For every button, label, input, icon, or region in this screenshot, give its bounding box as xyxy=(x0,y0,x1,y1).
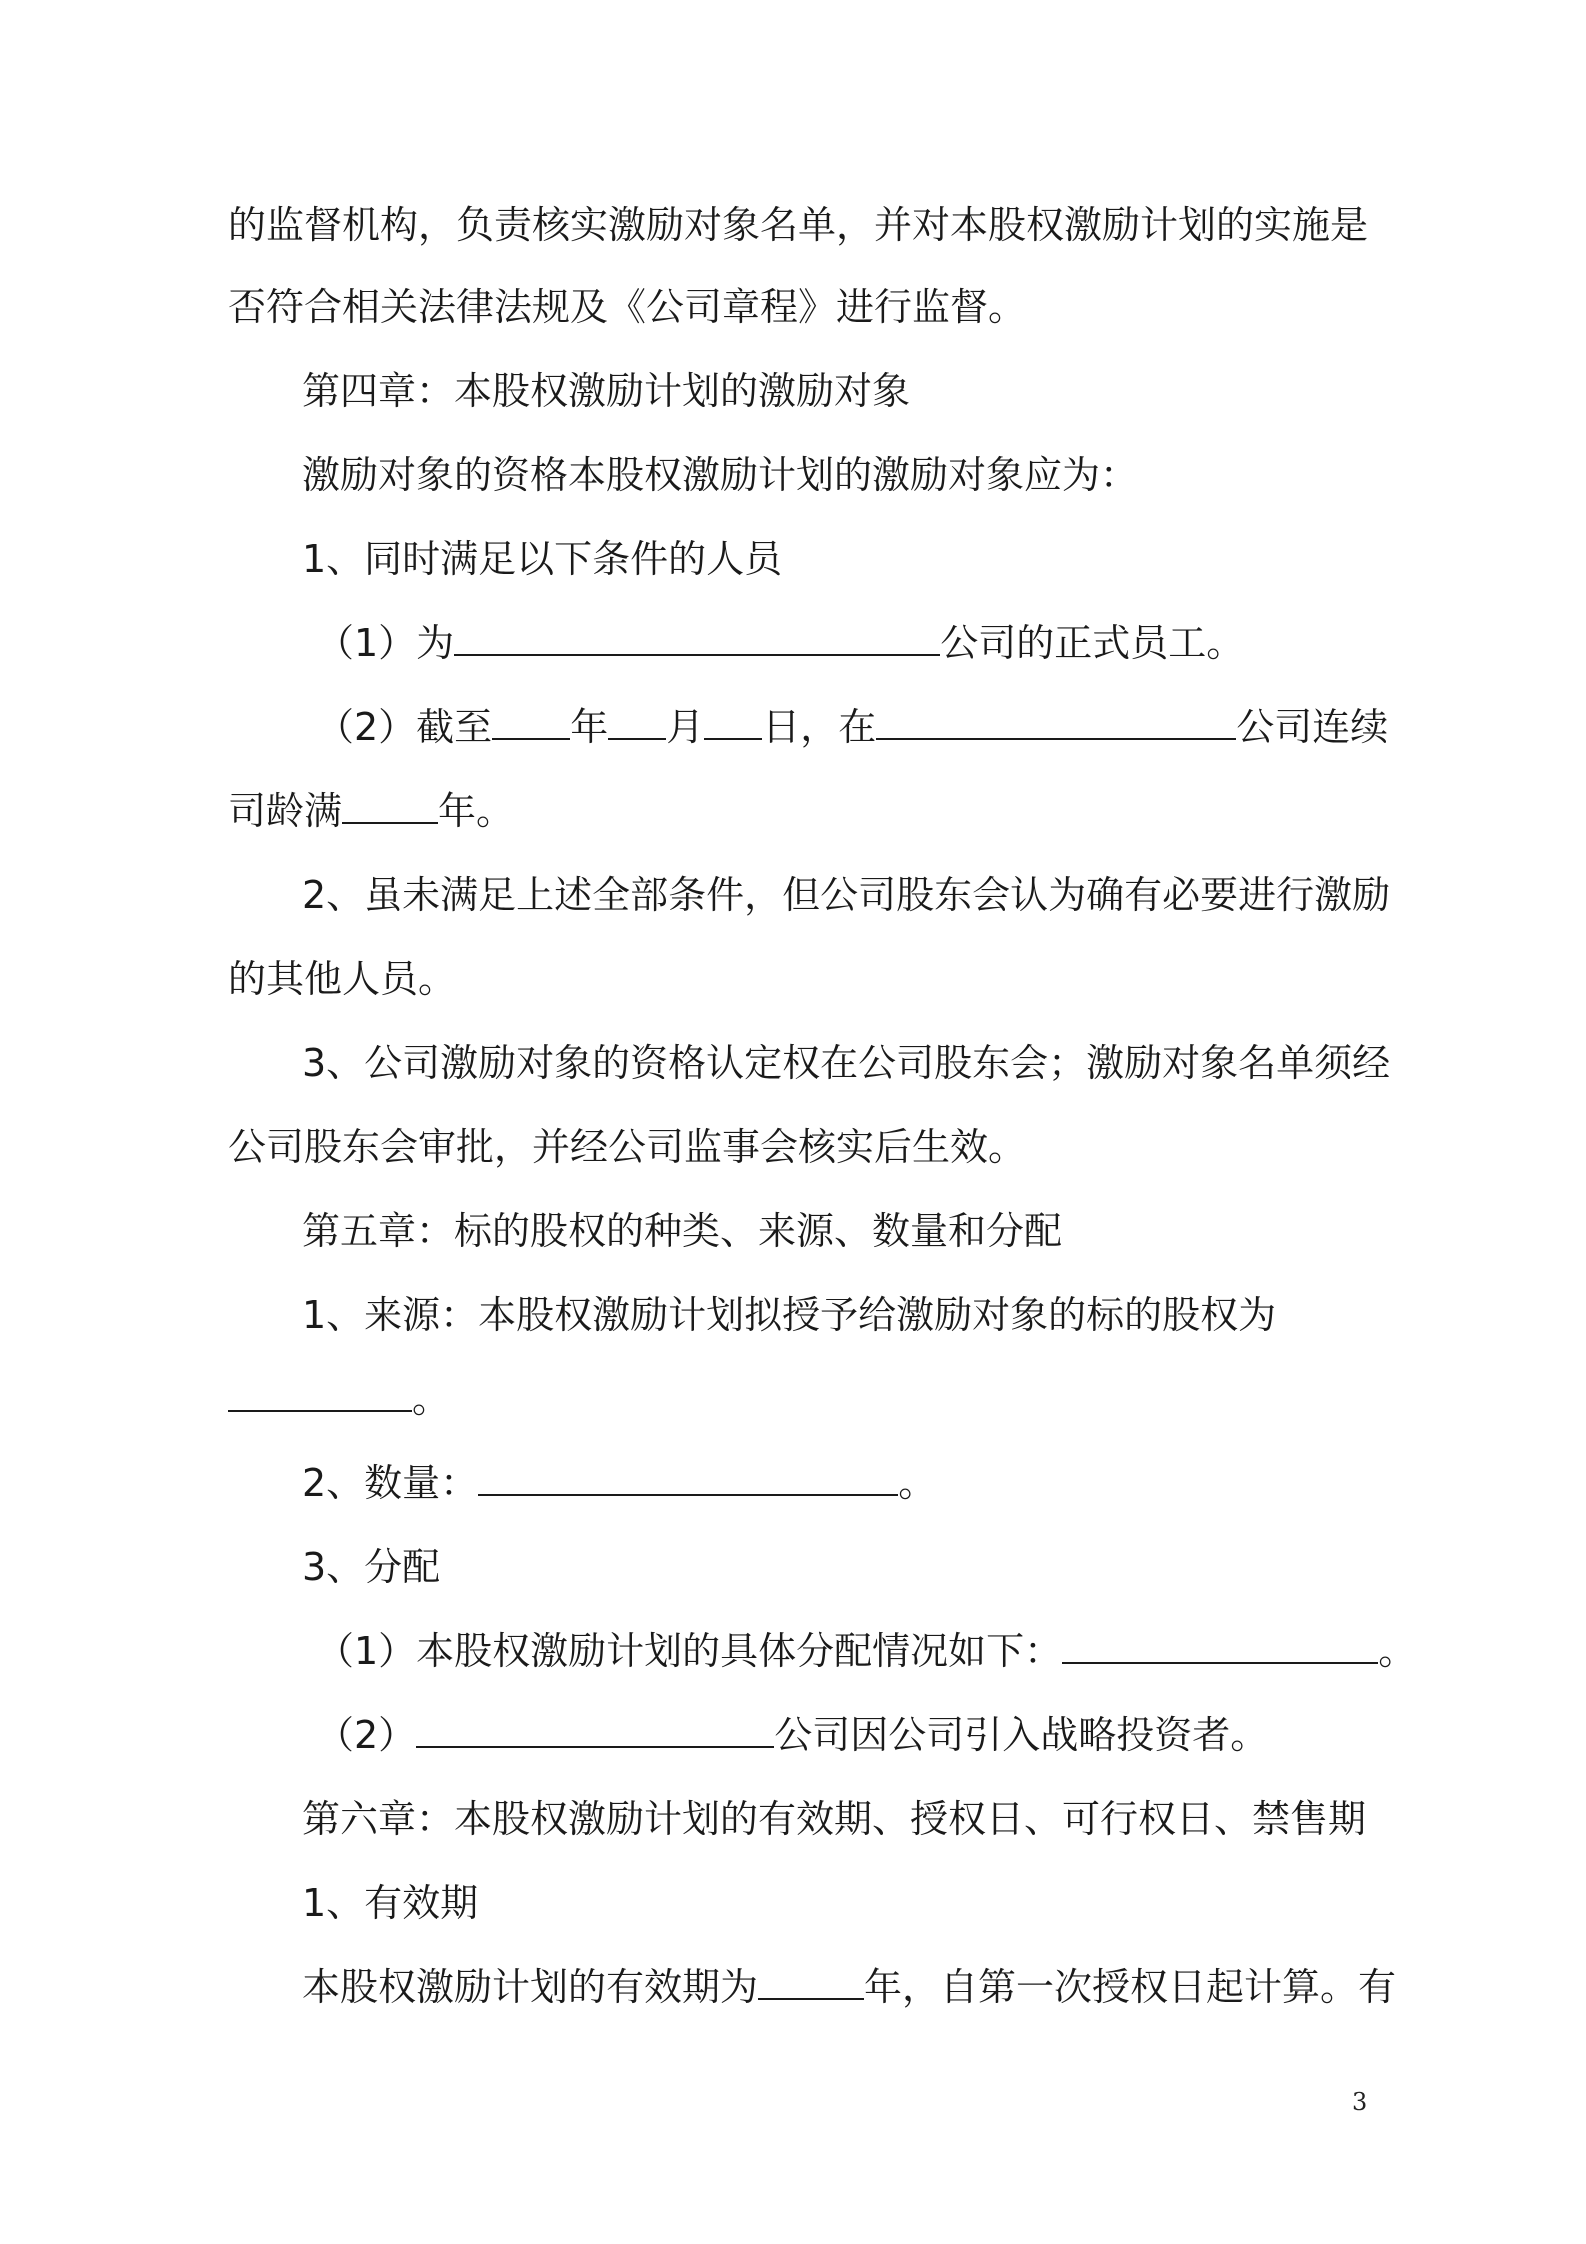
item-suffix: 。 xyxy=(898,1461,937,1505)
item-suffix: 公司的正式员工。 xyxy=(940,621,1245,665)
list-item-continuation xyxy=(228,788,514,834)
item-prefix: 司龄满 xyxy=(228,789,343,833)
item-prefix: （2）截至 xyxy=(316,705,493,749)
page-number: 3 xyxy=(1352,2088,1368,2116)
paragraph-line: 激励对象的资格本股权激励计划的激励对象应为： xyxy=(302,453,1139,497)
fill-blank[interactable] xyxy=(416,1716,774,1748)
item-suffix: 公司连续 xyxy=(1236,705,1389,749)
month-label: 月 xyxy=(666,705,705,749)
fill-blank[interactable] xyxy=(1062,1632,1378,1664)
list-item: 1、来源：本股权激励计划拟授予给激励对象的标的股权为 xyxy=(302,1293,1277,1337)
paragraph-line: 的监督机构，负责核实激励对象名单，并对本股权激励计划的实施是 xyxy=(228,203,1369,247)
fill-blank[interactable] xyxy=(478,1464,898,1496)
item-suffix: 。 xyxy=(412,1377,451,1421)
list-item xyxy=(316,704,1388,750)
item-prefix: （1）为 xyxy=(316,621,455,665)
list-item xyxy=(316,1712,1268,1758)
year-label: 年 xyxy=(570,705,609,749)
fill-blank[interactable] xyxy=(876,708,1236,740)
item-prefix: 本股权激励计划的有效期为 xyxy=(302,1965,759,2009)
list-item xyxy=(316,1628,1416,1674)
list-item-continuation: 公司股东会审批，并经公司监事会核实后生效。 xyxy=(228,1125,1027,1169)
list-item-continuation: 的其他人员。 xyxy=(228,957,457,1001)
item-suffix: 年，自第一次授权日起计算。有 xyxy=(864,1965,1397,2009)
day-label: 日，在 xyxy=(762,705,877,749)
fill-blank[interactable] xyxy=(704,708,762,740)
item-suffix: 公司因公司引入战略投资者。 xyxy=(774,1713,1269,1757)
fill-blank[interactable] xyxy=(454,624,940,656)
fill-blank[interactable] xyxy=(492,708,570,740)
list-item-continuation xyxy=(228,1376,450,1422)
list-item: 2、虽未满足上述全部条件，但公司股东会认为确有必要进行激励 xyxy=(302,873,1391,917)
list-item: 1、同时满足以下条件的人员 xyxy=(302,537,783,581)
item-suffix: 年。 xyxy=(438,789,515,833)
list-item xyxy=(316,620,1244,666)
list-item: 3、分配 xyxy=(302,1545,441,1589)
paragraph-line: 否符合相关法律法规及《公司章程》进行监督。 xyxy=(228,285,1027,329)
list-item: 3、公司激励对象的资格认定权在公司股东会；激励对象名单须经 xyxy=(302,1041,1391,1085)
chapter-6-heading: 第六章：本股权激励计划的有效期、授权日、可行权日、禁售期 xyxy=(302,1797,1367,1841)
chapter-4-heading: 第四章：本股权激励计划的激励对象 xyxy=(302,369,911,413)
list-item xyxy=(302,1460,936,1506)
item-prefix: 2、数量： xyxy=(302,1461,479,1505)
chapter-5-heading: 第五章：标的股权的种类、来源、数量和分配 xyxy=(302,1209,1063,1253)
item-prefix: （2） xyxy=(316,1713,417,1757)
list-item: 1、有效期 xyxy=(302,1881,479,1925)
fill-blank[interactable] xyxy=(342,792,438,824)
fill-blank[interactable] xyxy=(608,708,666,740)
item-suffix: 。 xyxy=(1378,1629,1417,1673)
fill-blank[interactable] xyxy=(228,1380,412,1412)
fill-blank[interactable] xyxy=(758,1968,864,2000)
item-prefix: （1）本股权激励计划的具体分配情况如下： xyxy=(316,1629,1063,1673)
paragraph-line xyxy=(302,1964,1396,2010)
